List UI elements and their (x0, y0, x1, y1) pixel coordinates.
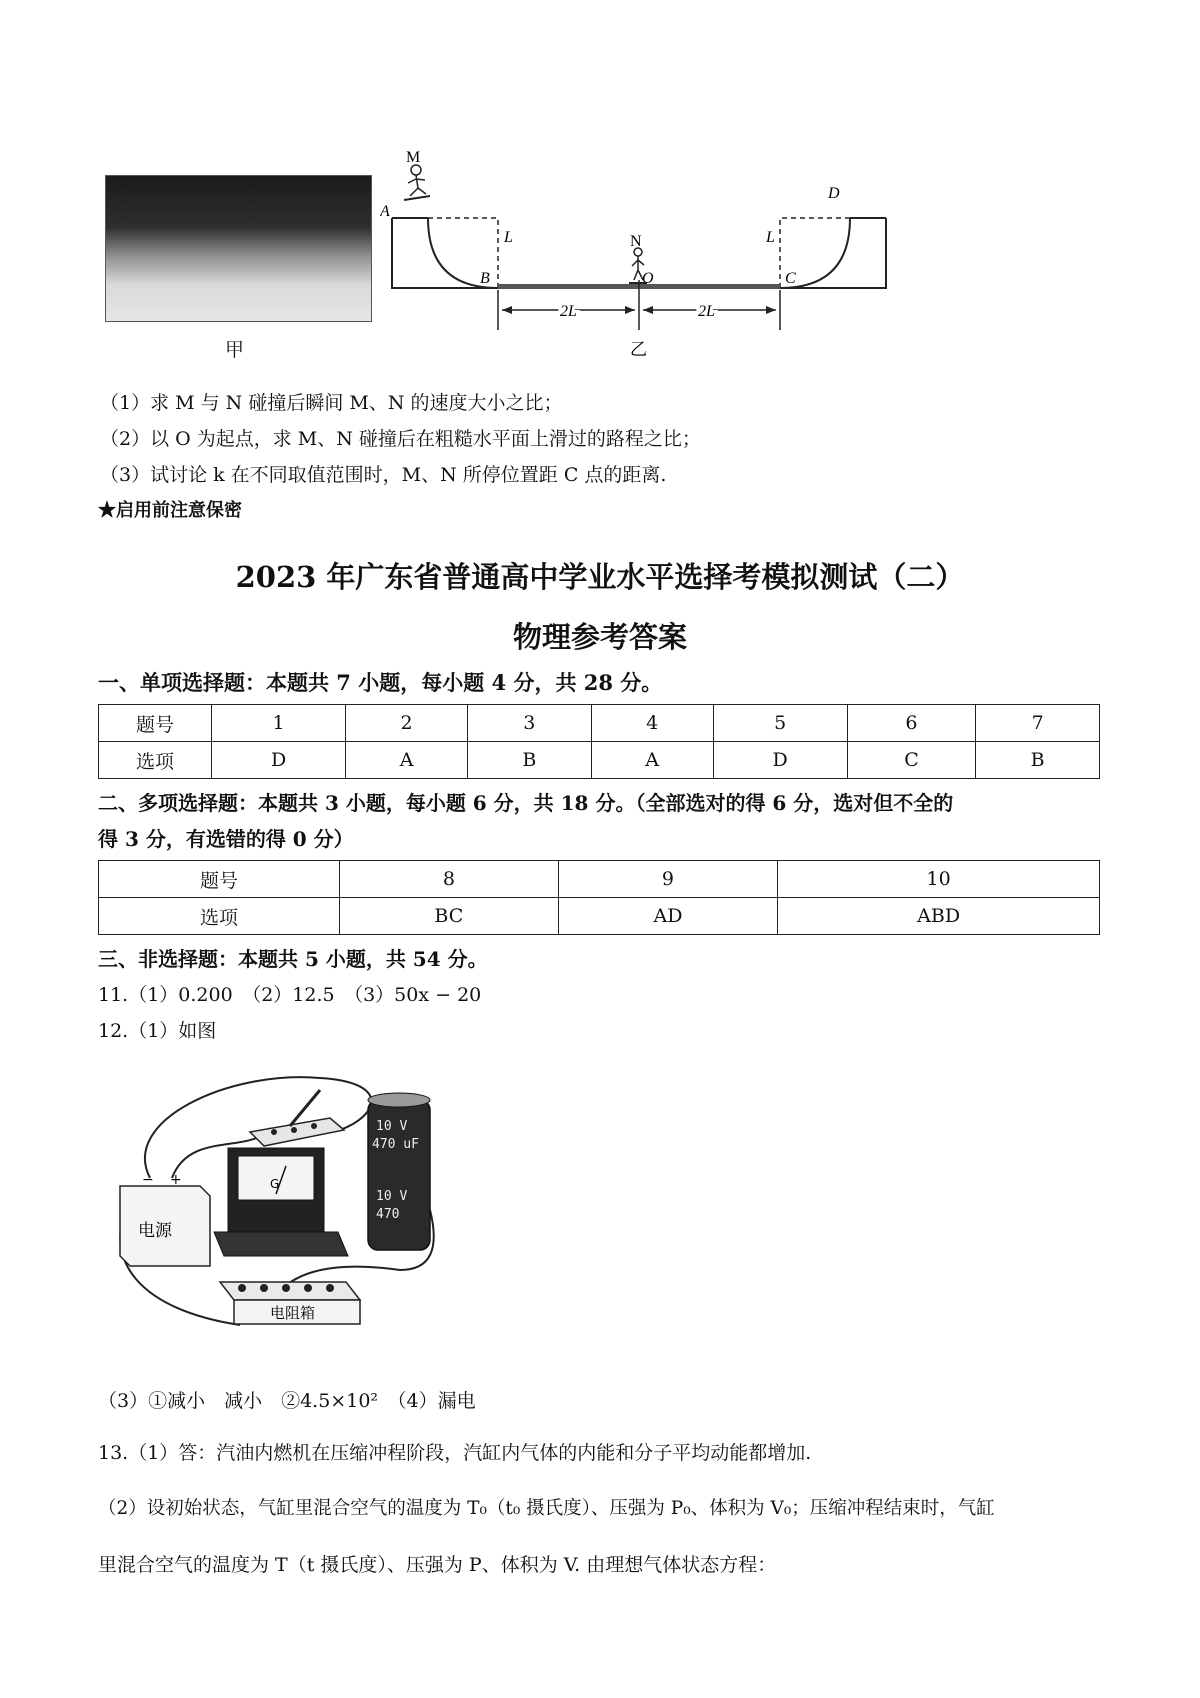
cap-label-3: 10 V (376, 1189, 408, 1204)
label-d: D (828, 185, 840, 202)
skater-m-icon (404, 165, 430, 200)
label-c: C (785, 270, 796, 287)
label-l-right: L (766, 229, 775, 246)
table-row (99, 742, 1100, 779)
question-3: （3）试讨论 k 在不同取值范围时，M、N 所停位置距 C 点的距离. (100, 464, 667, 486)
skatepark-photo (105, 175, 372, 322)
table-cell: B (976, 742, 1100, 779)
answer-13-1: 13.（1）答：汽油内燃机在压缩冲程阶段，汽缸内气体的内能和分子平均动能都增加. (98, 1442, 812, 1464)
power-plus: + (170, 1172, 182, 1188)
table-cell: 3 (467, 705, 591, 742)
page-title: 2023 年广东省普通高中学业水平选择考模拟测试（二） (235, 560, 965, 594)
ramp-diagram (380, 150, 900, 365)
section2-heading-line1: 二、多项选择题：本题共 3 小题，每小题 6 分，共 18 分。（全部选对的得 6 分，选对但不全的 (98, 791, 954, 815)
question-1: （1）求 M 与 N 碰撞后瞬间 M、N 的速度大小之比； (100, 392, 563, 414)
answer-12-3: （3）①减小 减小 ②4.5×10² （4）漏电 (98, 1390, 476, 1412)
secret-note: ★启用前注意保密 (98, 500, 242, 521)
table-row (99, 705, 1100, 742)
photo-caption: 甲 (225, 339, 245, 361)
label-b: B (480, 270, 490, 287)
table-cell: 选项 (99, 742, 212, 779)
cap-label-2: 470 uF (372, 1137, 419, 1152)
section1-heading: 一、单项选择题：本题共 7 小题，每小题 4 分，共 28 分。 (98, 670, 663, 695)
page-subtitle: 物理参考答案 (512, 620, 687, 654)
label-2l-left: 2L (560, 303, 577, 320)
question-2: （2）以 O 为起点，求 M、N 碰撞后在粗糙水平面上滑过的路程之比； (100, 428, 701, 450)
section3-heading: 三、非选择题：本题共 5 小题，共 54 分。 (98, 947, 488, 971)
label-a: A (380, 203, 390, 220)
diagram-caption: 乙 (630, 340, 647, 360)
section2-heading-line2: 得 3 分，有选错的得 0 分） (98, 827, 354, 851)
label-l-left: L (504, 229, 513, 246)
power-label: 电源 (138, 1221, 172, 1241)
meter-label: G (270, 1177, 280, 1191)
answer-11: 11.（1）0.200 （2）12.5 （3）50x − 20 (98, 984, 482, 1006)
table-cell: 题号 (99, 705, 212, 742)
label-2l-right: 2L (698, 303, 715, 320)
table-cell: 6 (847, 705, 976, 742)
section2-table (98, 860, 1100, 935)
table-cell: A (346, 742, 468, 779)
label-o: O (642, 270, 654, 287)
section1-table (98, 704, 1100, 779)
table-cell: 5 (713, 705, 847, 742)
table-cell: 题号 (99, 861, 340, 898)
label-n: N (630, 233, 642, 250)
circuit-diagram (110, 1060, 480, 1360)
table-cell: D (212, 742, 346, 779)
answer-13-2a: （2）设初始状态，气缸里混合空气的温度为 T₀（t₀ 摄氏度）、压强为 P₀、体积为 V₀；压缩冲程结束时，气缸 (98, 1498, 995, 1519)
table-cell: AD (558, 898, 778, 935)
power-minus: − (142, 1172, 154, 1188)
table-cell: 8 (340, 861, 559, 898)
cap-label-4: 470 (376, 1207, 400, 1222)
answer-12-1: 12.（1）如图 (98, 1020, 217, 1042)
table-cell: 2 (346, 705, 468, 742)
table-cell: BC (340, 898, 559, 935)
table-cell: 选项 (99, 898, 340, 935)
answer-13-2b: 里混合空气的温度为 T（t 摄氏度）、压强为 P、体积为 V. 由理想气体状态方程： (98, 1554, 777, 1576)
table-cell: C (847, 742, 976, 779)
table-row (99, 898, 1100, 935)
table-cell: B (467, 742, 591, 779)
table-cell: ABD (778, 898, 1100, 935)
table-cell: 7 (976, 705, 1100, 742)
cap-label-1: 10 V (376, 1119, 408, 1134)
table-cell: 1 (212, 705, 346, 742)
table-cell: A (591, 742, 713, 779)
table-cell: 10 (778, 861, 1100, 898)
table-cell: 4 (591, 705, 713, 742)
table-cell: 9 (558, 861, 778, 898)
label-m: M (406, 150, 421, 166)
resistor-box-label: 电阻箱 (270, 1304, 316, 1322)
table-cell: D (713, 742, 847, 779)
table-row (99, 861, 1100, 898)
